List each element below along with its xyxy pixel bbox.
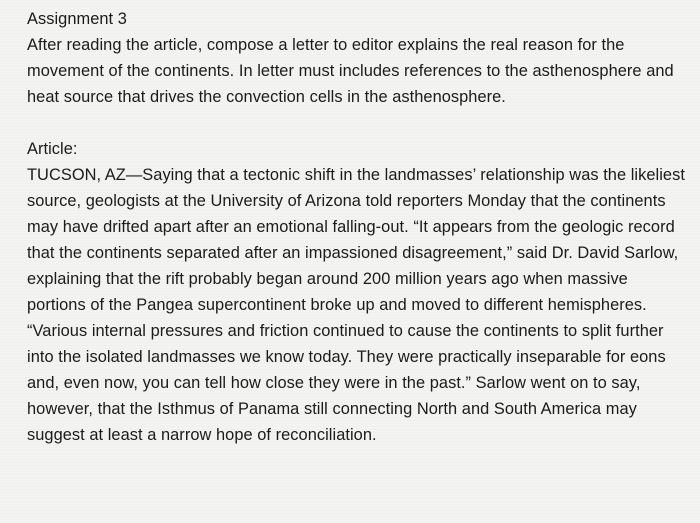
article-body: TUCSON, AZ—Saying that a tectonic shift in the landmasses’ relationship was the likeliest source, geologists at the University of Arizona told reporters Monday that the continents may have drifted apart after an emotional falling-out. “It appears from the geologic record that the continents separated after an impassioned disagreement,” said Dr. David Sarlow, explaining that the rift probably began around 200 million years ago when massive portions of the Pangea supercontinent broke up and moved to different hemispheres. “Various internal pressures and friction continued to cause the continents to split further into the isolated landmasses we know today. They were practically inseparable for eons and, even now, you can tell how close they were in the past.” Sarlow went on to say, however, that the Isthmus of Panama still connecting North and South America may suggest at least a narrow hope of reconciliation.	[27, 166, 685, 444]
paragraph-gap	[27, 110, 690, 136]
assignment-title: Assignment 3	[27, 10, 127, 28]
note-body	[27, 6, 690, 448]
assignment-instructions: After reading the article, compose a letter to editor explains the real reason for the movement of the continents. In letter must includes references to the asthenosphere and heat source that drives the convection cells in the asthenosphere.	[27, 36, 674, 106]
article-heading: Article:	[27, 140, 78, 158]
